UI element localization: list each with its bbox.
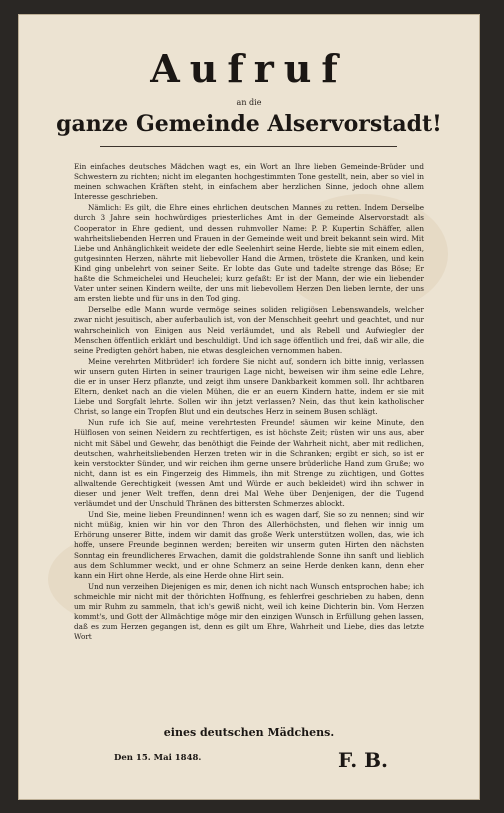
author-initials: F. B. [338, 748, 388, 772]
paragraph: Und nun verzeihen Diejenigen es mir, denen ich nicht nach Wunsch entsprochen habe; ich schmeichle mir nicht mit der thörichten Hoffnung, es fehlerfrei geschrieben zu haben, denn um mir Ruhm zu sammeln, that ich's gewiß nicht, weil ich keine Dichterin bin. Vom Herzen kommt's, und Gott der Allmächtige möge mir den einzigen Wunsch in Erfüllung gehen lassen, daß es zum Herzen gegangen ist, denn es gilt um Ehre, Wahrheit und Liebe, dies das letzte Wort [74, 581, 424, 642]
paragraph: Ein einfaches deutsches Mädchen wagt es, ein Wort an Ihre lieben Gemeinde-Brüder und Schwestern zu richten; nicht im eleganten hochgestimmten Tone gestellt, nein, aber so viel in meinen schwachen Kräften steht, in einfachem aber herzlichen Sinne, jedoch ohne allem Interesse geschrieben. [74, 162, 424, 202]
paragraph: Meine verehrten Mitbrüder! ich fordere Sie nicht auf, sondern ich bitte innig, verlassen wir unsern guten Hirten in seiner traurigen Lage nicht, beweisen wir ihm seine edle Lehre, die er in unser Herz pflanzte, und zeigt ihm unsere Dankbarkeit kommen soll. Ihr achtbaren Eltern, denket nach an die vielen Mühen, die er an euern Kindern hatte, indem er sie mit Liebe und Sorgfalt lehrte. Sollen wir ihn jetzt verlassen? Nein, das thut kein katholischer Christ, so lange ein Tropfen Blut und ein deutsches Herz in seinem Busen schlägt. [74, 356, 424, 417]
poster-title: Aufruf [150, 46, 348, 91]
paragraph: Nun rufe ich Sie auf, meine verehrtesten Freunde! säumen wir keine Minute, den Hülflosen von seinen Neidern zu rechtfertigen, es ist höchste Zeit; rüsten wir uns aus, aber nicht mit Säbel und Gewehr, das benöthigt die Feinde der Wahrheit nicht, aber mit redlichen, deutschen, wahrheitsliebenden Herzen treten wir in die Schranken; ergibt er sich, so ist er kein verstockter Sünder, und wir reichen ihm gerne unsere brüderliche Hand zum Gruße; wo nicht, dann ist es ein Fingerzeig des Himmels, ihn mit Strenge zu züchtigen, und Gottes allwaltende Gerechtigkeit (wessen Amt und Würde er auch bekleidet) wird ihn schwer in dieser und jener Welt treffen, denn drei Mal Wehe über Denjenigen, der die Tugend verläumdet und der Unschuld Thränen des bittersten Schmerzes ablockt. [74, 418, 424, 509]
signoff: eines deutschen Mädchens. [163, 726, 335, 739]
paragraph: Nämlich: Es gilt, die Ehre eines ehrlichen deutschen Mannes zu retten. Indem Derselbe durch 3 Jahre sein hochwürdiges priesterliches Amt in der Gemeinde Alservorstadt als Cooperator in Ehre gedient, und dessen ruhmvoller Name: P. P. Kupertin Schäffer, allen wahrheitsliebenden Herren und Frauen in der Gemeinde weit und breit bekannt sein wird. Mit Liebe und Anhänglichkeit weidete der edle Seelenhirt seine Herde, liebte sie mit einem edlen, gutgesinnten Herzen, nährte mit liebevoller Hand die Armen, tröstete die Kranken, und kein Kind ging unbelehrt von seiner Seite. Er lobte das Gute und tadelte strenge das Böse; Er haßte die Schmeichelei und Heuchelei; kurz gefaßt: Er ist der Mann, der wie ein liebender Vater unter seinen Kindern weilte, der uns mit liebevollem Herzen Den lieben lernte, der uns am ersten liebte und für uns in den Tod ging. [74, 203, 424, 304]
poster-subtitle: ganze Gemeinde Alservorstadt! [56, 111, 442, 137]
divider-line [100, 146, 397, 147]
poster-sheet [18, 14, 480, 800]
addressee-prefix: an die [236, 98, 262, 107]
date: Den 15. Mai 1848. [114, 753, 202, 763]
paragraph: Und Sie, meine lieben Freundinnen! wenn ich es wagen darf, Sie so zu nennen; sind wir nicht müßig, knien wir hin vor den Thron des Allerhöchsten, und flehen wir innig um Erhörung unserer Bitte, indem wir damit das große Werk unterstützen wollen, das, wie ich hoffe, unsere Freunde beginnen werden; bereiten wir unserm guten Hirten den nächsten Sonntag ein freundlicheres Erwachen, damit die goldstrahlende Sonne ihn sanft und lieblich aus dem Schlummer weckt, und er ohne Schmerz an seine Herde denken kann, denn eher kann ein Hirt ohne Herde, als eine Herde ohne Hirt sein. [74, 510, 424, 580]
poster-body [74, 162, 424, 643]
paragraph: Derselbe edle Mann wurde vermöge seines soliden religiösen Lebenswandels, welcher zwar nicht jesuitisch, aber auferbaulich ist, von der Menschheit geehrt und geachtet, und nur wahrscheinlich von Einigen aus Neid verläumdet, und als Rebell und Aufwiegler der Menschen öffentlich erklärt und beschuldigt. Und ich sage öffentlich und frei, daß wir alle, die seine Predigten gehört haben, nie etwas desgleichen vernommen haben. [74, 305, 424, 355]
